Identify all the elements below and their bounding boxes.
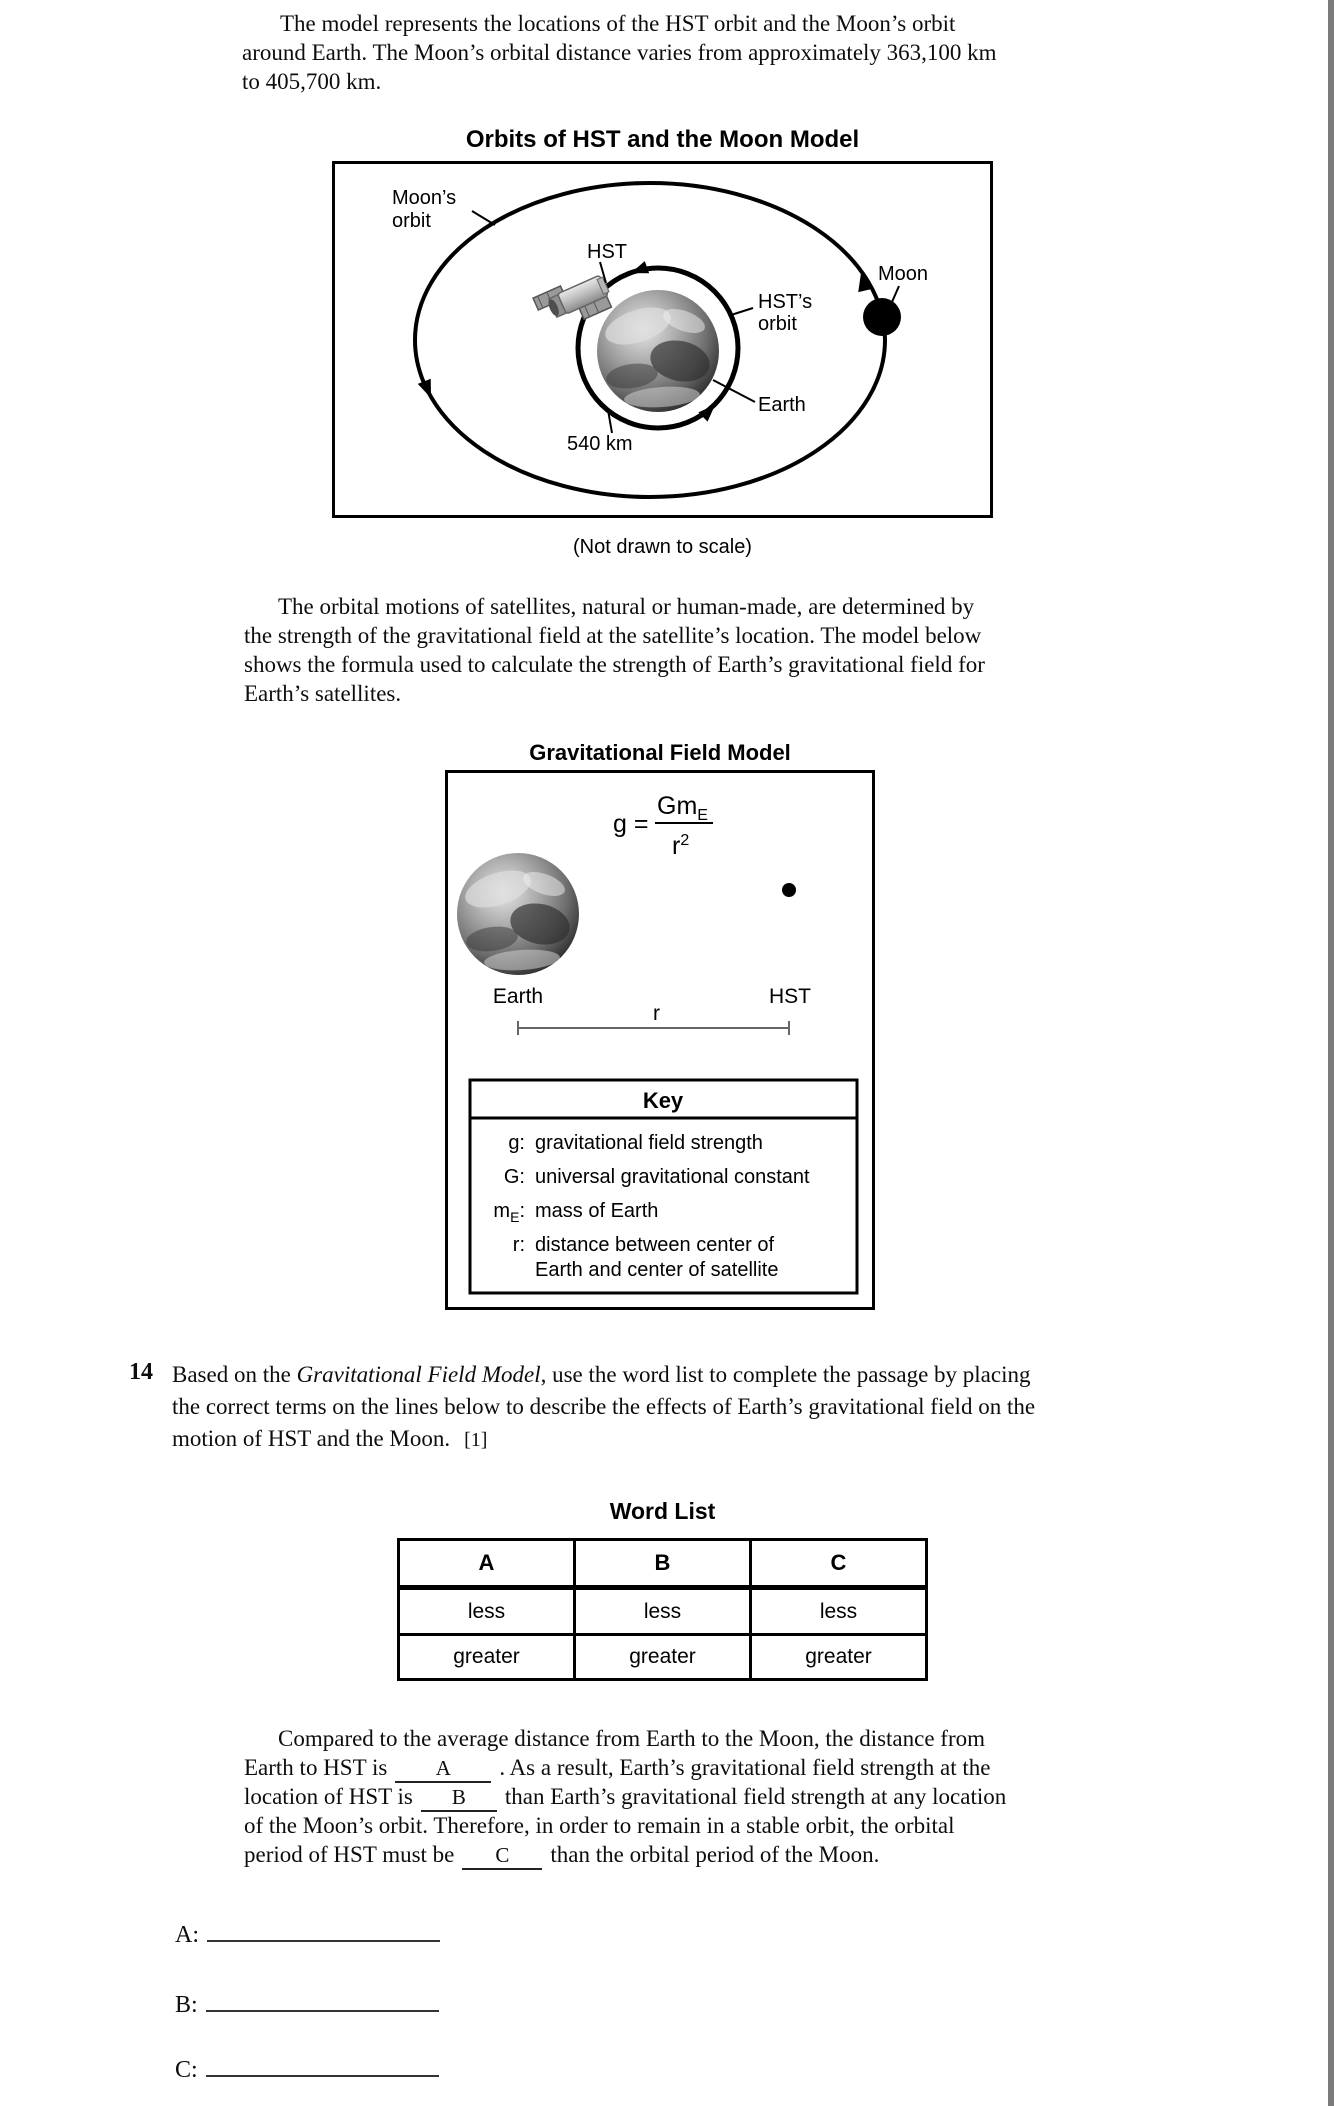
key-box — [470, 1080, 857, 1293]
key-def: mass of Earth — [535, 1200, 659, 1222]
answer-row-c — [175, 2047, 439, 2085]
hsts-orbit-label: HST’s — [758, 291, 813, 313]
passage-text: period of HST must be — [244, 1842, 455, 1867]
answer-label: C: — [175, 2057, 198, 2083]
key-term: $m_E$: — [493, 1200, 525, 1225]
key-def: distance between center of — [535, 1234, 775, 1256]
answer-write-line — [207, 1912, 440, 1942]
formula-numerator: $Gm_E$ — [657, 792, 708, 824]
passage-text: Earth to HST is — [244, 1755, 388, 1780]
gravity-model-title: Gravitational Field Model — [529, 740, 791, 765]
orbit-diagram — [332, 161, 993, 518]
passage-blank-a: A — [395, 1756, 491, 1783]
page-right-border — [1328, 0, 1334, 2106]
key-term: g: — [508, 1132, 525, 1154]
question-number: 14 — [129, 1359, 153, 1385]
hst-satellite-icon — [533, 269, 615, 335]
hst-label: HST — [769, 985, 811, 1008]
gravity-model-diagram — [445, 770, 875, 1310]
passage-blank-b: B — [421, 1785, 497, 1812]
moon-dot — [863, 298, 901, 336]
moons-orbit-arrow — [418, 379, 438, 401]
question-line: the correct terms on the lines below to describe the effects of Earth’s gravitational field on the — [172, 1394, 1036, 1419]
altitude-label: 540 km — [567, 433, 633, 455]
question-line — [172, 1360, 1031, 1389]
hsts-orbit-leader — [731, 308, 753, 315]
answer-label: B: — [175, 1992, 198, 2018]
passage-blank-c: C — [462, 1843, 542, 1870]
intro-line: around Earth. The Moon’s orbital distance varies from approximately 363,100 km — [242, 40, 997, 65]
question-text: , use the word list to complete the passage by placing — [540, 1362, 1031, 1387]
key-def: gravitational field strength — [535, 1132, 763, 1154]
passage-text: than the orbital period of the Moon. — [550, 1842, 880, 1867]
key-def: universal gravitational constant — [535, 1166, 810, 1188]
word-list-header-cell: B — [575, 1540, 751, 1588]
word-list-cell: greater — [575, 1635, 751, 1680]
key-term: G: — [503, 1166, 525, 1188]
question-text: motion of HST and the Moon. — [172, 1426, 451, 1451]
earth-image — [457, 853, 579, 975]
middle-line: The orbital motions of satellites, natural or human-made, are determined by — [278, 594, 975, 619]
key-def: Earth and center of satellite — [535, 1259, 779, 1281]
hsts-orbit-label: orbit — [758, 313, 797, 335]
earth-label: Earth — [758, 394, 806, 416]
key-term: r: — [512, 1234, 525, 1256]
word-list-table — [397, 1538, 928, 1681]
word-list-cell: less — [575, 1588, 751, 1635]
word-list-row — [399, 1588, 927, 1635]
moons-orbit-label: Moon’s — [392, 187, 457, 209]
word-list-cell: less — [751, 1588, 927, 1635]
passage-line — [244, 1753, 991, 1783]
word-list-title: Word List — [609, 1498, 716, 1524]
word-list-header-cell: A — [399, 1540, 575, 1588]
question-score: [1] — [464, 1429, 488, 1451]
word-list-cell: less — [399, 1588, 575, 1635]
formula-lhs: g = — [613, 810, 649, 838]
middle-line: shows the formula used to calculate the strength of Earth’s gravitational field for — [244, 652, 985, 677]
moon-label: Moon — [878, 263, 929, 285]
middle-line: Earth’s satellites. — [244, 681, 402, 706]
hst-dot — [782, 883, 796, 897]
moons-orbit-label: orbit — [392, 210, 431, 232]
question-text-italic: Gravitational Field Model — [296, 1362, 541, 1387]
middle-line: the strength of the gravitational field at the satellite’s location. The model below — [244, 623, 982, 648]
answer-write-line — [206, 2047, 439, 2077]
gravity-formula — [613, 792, 713, 860]
orbit-diagram-caption: (Not drawn to scale) — [573, 536, 752, 558]
orbit-diagram-title: Orbits of HST and the Moon Model — [465, 126, 860, 153]
distance-line — [518, 1002, 789, 1035]
passage-text: location of HST is — [244, 1784, 413, 1809]
key-title: Key — [642, 1088, 684, 1113]
word-list-header-cell: C — [751, 1540, 927, 1588]
answer-write-line — [206, 1982, 439, 2012]
earth-image — [597, 290, 719, 412]
earth-label: Earth — [492, 985, 544, 1008]
passage-text: than Earth’s gravitational field strength at any location — [504, 1784, 1007, 1809]
moons-orbit-leader — [472, 211, 495, 225]
passage-text: . As a result, Earth’s gravitational field strength at the — [499, 1755, 991, 1780]
word-list-row — [399, 1635, 927, 1680]
passage-line: of the Moon’s orbit. Therefore, in order to remain in a stable orbit, the orbital — [244, 1813, 955, 1838]
word-list-cell: greater — [751, 1635, 927, 1680]
intro-line: to 405,700 km. — [242, 69, 382, 94]
question-line — [172, 1424, 487, 1455]
moon-leader — [892, 286, 899, 302]
r-label: r — [653, 1002, 660, 1025]
answer-row-a — [175, 1912, 440, 1950]
formula-denominator: $r^2$ — [672, 832, 690, 860]
answer-label: A: — [175, 1922, 199, 1948]
word-list-header-row — [399, 1540, 927, 1588]
passage-line — [244, 1782, 1006, 1812]
passage-line — [244, 1840, 879, 1870]
answer-row-b — [175, 1982, 439, 2020]
gravity-model-frame — [447, 772, 874, 1309]
word-list-cell: greater — [399, 1635, 575, 1680]
question-text: Based on the — [172, 1362, 297, 1387]
intro-line: The model represents the locations of the HST orbit and the Moon’s orbit — [280, 11, 956, 36]
hst-label: HST — [587, 241, 627, 263]
passage-line: Compared to the average distance from Earth to the Moon, the distance from — [278, 1726, 986, 1751]
